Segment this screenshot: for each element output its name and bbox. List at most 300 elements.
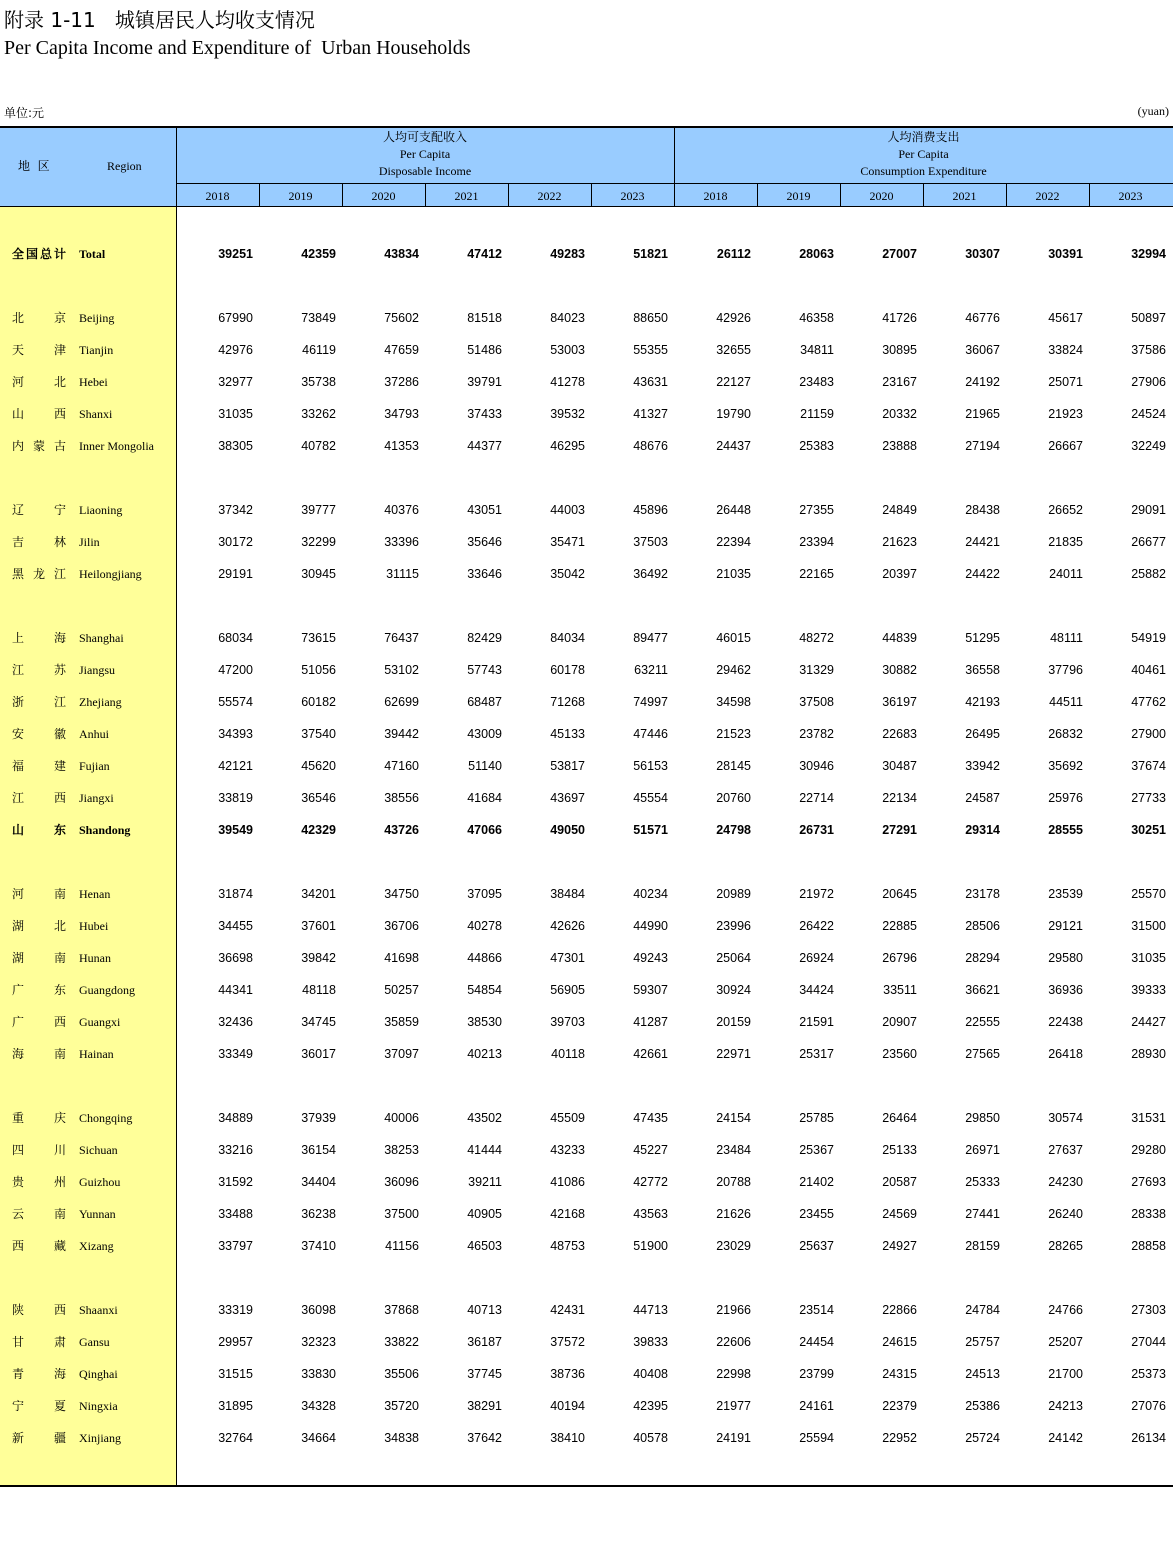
region-name-cn: 西藏 [12,1239,66,1253]
income-value-cell: 37095 [467,887,502,901]
region-name-cn: 安徽 [12,727,66,741]
expenditure-value-cell: 31035 [1131,951,1166,965]
region-name-cn: 黑龙江 [12,567,66,581]
income-value-cell: 38556 [384,791,419,805]
income-value-cell: 42772 [633,1175,668,1189]
year-header: 2018 [205,189,230,203]
income-value-cell: 44713 [633,1303,668,1317]
income-value-cell: 34328 [301,1399,336,1413]
expenditure-value-cell: 20989 [716,887,751,901]
expenditure-value-cell: 24154 [716,1111,751,1125]
region-name-en: Guizhou [79,1175,121,1189]
income-value-cell: 47066 [467,823,502,837]
expenditure-value-cell: 19790 [716,407,751,421]
expenditure-value-cell: 23782 [799,727,834,741]
income-value-cell: 39549 [218,823,253,837]
region-name-en: Shanghai [79,631,124,645]
income-value-cell: 33216 [218,1143,253,1157]
region-name-cn: 福建 [12,759,66,773]
expenditure-value-cell: 27044 [1131,1335,1166,1349]
expenditure-value-cell: 31531 [1131,1111,1166,1125]
income-value-cell: 47160 [384,759,419,773]
income-value-cell: 34750 [384,887,419,901]
income-value-cell: 35738 [301,375,336,389]
expenditure-value-cell: 45617 [1048,311,1083,325]
expenditure-value-cell: 26240 [1048,1207,1083,1221]
expenditure-value-cell: 25594 [799,1431,834,1445]
expenditure-value-cell: 23483 [799,375,834,389]
income-value-cell: 41156 [385,1239,419,1253]
income-value-cell: 42395 [633,1399,668,1413]
expenditure-value-cell: 42193 [965,695,1000,709]
expenditure-value-cell: 23167 [882,375,917,389]
expenditure-value-cell: 20907 [882,1015,917,1029]
income-value-cell: 34404 [301,1175,336,1189]
income-value-cell: 33797 [218,1239,253,1253]
expenditure-value-cell: 36067 [965,343,1000,357]
region-name-en: Fujian [79,759,110,773]
region-name-cn: 湖南 [12,951,66,965]
income-value-cell: 42329 [301,823,336,837]
income-value-cell: 40376 [384,503,419,517]
expenditure-value-cell: 21626 [716,1207,751,1221]
income-value-cell: 38736 [550,1367,585,1381]
income-value-cell: 34745 [301,1015,336,1029]
income-value-cell: 40713 [467,1303,502,1317]
expenditure-value-cell: 32994 [1131,247,1166,261]
expenditure-value-cell: 21159 [800,407,834,421]
region-name-cn: 湖北 [12,919,66,933]
income-value-cell: 51900 [633,1239,668,1253]
table-row [0,308,1173,328]
table-row [0,788,1173,808]
expenditure-value-cell: 26422 [799,919,834,933]
income-value-cell: 39211 [468,1175,502,1189]
expenditure-value-cell: 21402 [799,1175,834,1189]
income-value-cell: 35646 [467,535,502,549]
income-value-cell: 40234 [633,887,668,901]
region-name-en: Tianjin [79,343,114,357]
expenditure-value-cell: 26495 [965,727,1000,741]
expenditure-value-cell: 22165 [799,567,834,581]
expenditure-value-cell: 22971 [716,1047,751,1061]
income-value-cell: 42359 [301,247,336,261]
region-name-cn: 广东 [12,983,66,997]
region-name-en: Henan [79,887,111,901]
region-name-cn: 上海 [12,631,66,645]
expenditure-value-cell: 20587 [882,1175,917,1189]
region-name-cn: 新疆 [12,1431,66,1445]
region-header-en: Region [107,159,142,173]
income-value-cell: 56153 [633,759,668,773]
table-row [0,948,1173,968]
income-value-cell: 53102 [384,663,419,677]
year-header: 2019 [288,189,313,203]
income-value-cell: 50257 [384,983,419,997]
expenditure-value-cell: 26112 [716,247,751,261]
income-value-cell: 84023 [550,311,585,325]
region-name-cn: 江西 [12,791,66,805]
income-value-cell: 47659 [384,343,419,357]
expenditure-value-cell: 27693 [1131,1175,1166,1189]
expenditure-value-cell: 22885 [882,919,917,933]
income-value-cell: 41327 [633,407,668,421]
year-divider [259,183,260,207]
income-value-cell: 37642 [467,1431,502,1445]
expenditure-value-cell: 22379 [882,1399,917,1413]
income-value-cell: 34455 [218,919,253,933]
expenditure-value-cell: 27906 [1131,375,1166,389]
income-value-cell: 41698 [384,951,419,965]
expenditure-value-cell: 37674 [1131,759,1166,773]
income-value-cell: 57743 [467,663,502,677]
table-row [0,660,1173,680]
expenditure-value-cell: 25724 [965,1431,1000,1445]
income-value-cell: 31592 [218,1175,253,1189]
income-value-cell: 40578 [633,1431,668,1445]
income-value-cell: 42431 [550,1303,585,1317]
income-value-cell: 51486 [467,343,502,357]
expenditure-value-cell: 36197 [882,695,917,709]
region-name-en: Chongqing [79,1111,133,1125]
expenditure-value-cell: 29580 [1048,951,1083,965]
year-row-top-border [176,183,1173,184]
income-value-cell: 39442 [384,727,419,741]
table-row [0,1428,1173,1448]
expenditure-value-cell: 24421 [965,535,1000,549]
income-value-cell: 75602 [384,311,419,325]
expenditure-value-cell: 24230 [1048,1175,1083,1189]
expenditure-value-cell: 28506 [965,919,1000,933]
income-value-cell: 33830 [301,1367,336,1381]
income-value-cell: 42121 [218,759,253,773]
income-value-cell: 55355 [633,343,668,357]
income-value-cell: 35720 [384,1399,419,1413]
income-value-cell: 30945 [301,567,336,581]
income-value-cell: 36238 [301,1207,336,1221]
income-value-cell: 88650 [633,311,668,325]
expenditure-value-cell: 24161 [799,1399,834,1413]
expenditure-value-cell: 26134 [1131,1431,1166,1445]
region-name-en: Xizang [79,1239,114,1253]
income-value-cell: 37097 [384,1047,419,1061]
expenditure-value-cell: 27565 [965,1047,1000,1061]
income-value-cell: 49283 [550,247,585,261]
expenditure-value-cell: 20159 [716,1015,751,1029]
income-value-cell: 35859 [384,1015,419,1029]
income-value-cell: 44866 [467,951,502,965]
expenditure-value-cell: 26971 [965,1143,1000,1157]
expenditure-value-cell: 23455 [799,1207,834,1221]
expenditure-value-cell: 26796 [882,951,917,965]
region-name-en: Zhejiang [79,695,122,709]
income-value-cell: 40905 [467,1207,502,1221]
expenditure-value-cell: 35692 [1048,759,1083,773]
income-value-cell: 34664 [301,1431,336,1445]
table-row [0,1396,1173,1416]
expenditure-value-cell: 26832 [1048,727,1083,741]
income-value-cell: 35471 [550,535,585,549]
income-value-cell: 41353 [384,439,419,453]
expenditure-value-cell: 22714 [799,791,834,805]
income-value-cell: 40213 [467,1047,502,1061]
income-value-cell: 31035 [218,407,253,421]
income-value-cell: 53003 [550,343,585,357]
expenditure-value-cell: 28294 [965,951,1000,965]
income-value-cell: 41278 [550,375,585,389]
income-value-cell: 74997 [633,695,668,709]
income-value-cell: 63211 [634,663,668,677]
expenditure-value-cell: 24513 [965,1367,1000,1381]
expenditure-value-cell: 30487 [882,759,917,773]
income-value-cell: 47412 [467,247,502,261]
income-value-cell: 29191 [218,567,253,581]
expenditure-value-cell: 21966 [716,1303,751,1317]
region-name-cn: 天津 [12,343,66,357]
income-value-cell: 36098 [301,1303,336,1317]
income-value-cell: 37745 [467,1367,502,1381]
income-header-en-2: Disposable Income [378,164,472,178]
expenditure-value-cell: 37508 [799,695,834,709]
expenditure-value-cell: 23560 [882,1047,917,1061]
table-row [0,916,1173,936]
expenditure-value-cell: 34424 [799,983,834,997]
expenditure-value-cell: 24213 [1048,1399,1083,1413]
region-name-en: Jiangxi [79,791,114,805]
table-row [0,724,1173,744]
expenditure-value-cell: 22866 [882,1303,917,1317]
year-header: 2020 [869,189,894,203]
region-name-cn: 广西 [12,1015,66,1029]
expenditure-value-cell: 25064 [716,951,751,965]
income-value-cell: 36706 [384,919,419,933]
income-value-cell: 42661 [633,1047,668,1061]
expenditure-value-cell: 24798 [716,823,751,837]
expenditure-value-cell: 39333 [1131,983,1166,997]
table-row [0,244,1173,264]
expenditure-value-cell: 23484 [716,1143,751,1157]
region-name-cn: 云南 [12,1207,66,1221]
expenditure-value-cell: 26652 [1048,503,1083,517]
income-value-cell: 68487 [467,695,502,709]
income-value-cell: 76437 [384,631,419,645]
income-header-cn: 人均可支配收入 [382,130,467,144]
income-value-cell: 34838 [384,1431,419,1445]
income-value-cell: 60178 [550,663,585,677]
unit-label-en: (yuan) [1137,104,1169,118]
region-name-cn: 重庆 [12,1111,66,1125]
expenditure-value-cell: 20760 [716,791,751,805]
expenditure-value-cell: 40461 [1131,663,1166,677]
expenditure-value-cell: 24569 [882,1207,917,1221]
income-value-cell: 35042 [550,567,585,581]
expenditure-value-cell: 22998 [716,1367,751,1381]
income-value-cell: 39703 [550,1015,585,1029]
expenditure-value-cell: 27441 [965,1207,1000,1221]
region-name-en: Total [79,247,106,261]
expenditure-value-cell: 46358 [799,311,834,325]
expenditure-value-cell: 29121 [1048,919,1083,933]
income-value-cell: 34201 [301,887,336,901]
income-value-cell: 31895 [218,1399,253,1413]
expenditure-value-cell: 23996 [716,919,751,933]
income-value-cell: 47301 [550,951,585,965]
income-value-cell: 31515 [218,1367,253,1381]
income-value-cell: 36698 [218,951,253,965]
expenditure-value-cell: 30307 [965,247,1000,261]
expenditure-value-cell: 28858 [1131,1239,1166,1253]
table-row [0,1108,1173,1128]
income-value-cell: 33488 [218,1207,253,1221]
table-row [0,532,1173,552]
income-value-cell: 36017 [301,1047,336,1061]
income-value-cell: 39842 [301,951,336,965]
region-name-en: Shaanxi [79,1303,118,1317]
unit-label-cn: 单位:元 [4,106,45,120]
expenditure-value-cell: 24191 [716,1431,751,1445]
income-value-cell: 46119 [302,343,336,357]
region-name-cn: 海南 [12,1047,66,1061]
income-value-cell: 43834 [384,247,419,261]
region-name-cn: 陕西 [12,1303,66,1317]
expenditure-value-cell: 27076 [1131,1399,1166,1413]
expenditure-value-cell: 34811 [800,343,834,357]
table-row [0,1172,1173,1192]
region-name-cn: 内蒙古 [12,439,66,453]
expenditure-value-cell: 30251 [1131,823,1166,837]
expenditure-value-cell: 44839 [882,631,917,645]
income-value-cell: 33396 [384,535,419,549]
income-value-cell: 31874 [218,887,253,901]
expenditure-value-cell: 27007 [882,247,917,261]
income-value-cell: 32764 [218,1431,253,1445]
expenditure-value-cell: 21835 [1048,535,1083,549]
expenditure-value-cell: 36621 [965,983,1000,997]
year-divider [1006,183,1007,207]
expenditure-value-cell: 33511 [883,983,917,997]
expenditure-value-cell: 26677 [1131,535,1166,549]
region-name-en: Ningxia [79,1399,118,1413]
expenditure-value-cell: 25757 [965,1335,1000,1349]
expenditure-value-cell: 23888 [882,439,917,453]
table-row [0,340,1173,360]
expenditure-value-cell: 33942 [965,759,1000,773]
income-value-cell: 37503 [633,535,668,549]
table-row [0,884,1173,904]
income-value-cell: 54854 [467,983,502,997]
year-header: 2022 [1035,189,1060,203]
income-value-cell: 59307 [633,983,668,997]
expenditure-value-cell: 27194 [965,439,1000,453]
income-value-cell: 44341 [218,983,253,997]
income-value-cell: 55574 [218,695,253,709]
income-value-cell: 37410 [301,1239,336,1253]
income-value-cell: 84034 [550,631,585,645]
income-value-cell: 89477 [633,631,668,645]
income-value-cell: 30172 [218,535,253,549]
income-value-cell: 37939 [301,1111,336,1125]
expenditure-value-cell: 28338 [1131,1207,1166,1221]
income-value-cell: 37540 [301,727,336,741]
table-bottom-border [0,1485,1173,1487]
income-value-cell: 36187 [467,1335,502,1349]
expenditure-value-cell: 20397 [882,567,917,581]
region-name-cn: 辽宁 [12,503,66,517]
income-value-cell: 45227 [633,1143,668,1157]
income-value-cell: 33349 [218,1047,253,1061]
income-value-cell: 46503 [467,1239,502,1253]
expenditure-value-cell: 29091 [1131,503,1166,517]
year-divider [1089,183,1090,207]
expenditure-value-cell: 30924 [716,983,751,997]
income-value-cell: 81518 [467,311,502,325]
expenditure-value-cell: 20788 [716,1175,751,1189]
expenditure-value-cell: 21977 [716,1399,751,1413]
table-row [0,1204,1173,1224]
region-name-en: Guangxi [79,1015,121,1029]
region-name-cn: 河南 [12,887,66,901]
income-value-cell: 45509 [550,1111,585,1125]
expenditure-value-cell: 26667 [1048,439,1083,453]
income-value-cell: 44990 [633,919,668,933]
expenditure-value-cell: 28438 [965,503,1000,517]
region-name-en: Beijing [79,311,115,325]
income-value-cell: 43009 [467,727,502,741]
income-value-cell: 33646 [467,567,502,581]
income-value-cell: 40782 [301,439,336,453]
table-row [0,564,1173,584]
expenditure-value-cell: 21972 [799,887,834,901]
expenditure-value-cell: 25071 [1048,375,1083,389]
income-value-cell: 40278 [467,919,502,933]
expenditure-value-cell: 29314 [965,823,1000,837]
expenditure-value-cell: 27900 [1131,727,1166,741]
expenditure-value-cell: 34598 [716,695,751,709]
income-value-cell: 73849 [301,311,336,325]
region-name-cn: 吉林 [12,535,66,549]
expenditure-value-cell: 47762 [1131,695,1166,709]
expenditure-value-cell: 29462 [716,663,751,677]
expenditure-value-cell: 24587 [965,791,1000,805]
region-name-en: Xinjiang [79,1431,121,1445]
expenditure-value-cell: 24524 [1131,407,1166,421]
expenditure-value-cell: 32655 [716,343,751,357]
region-name-en: Heilongjiang [79,567,142,581]
region-name-en: Jilin [79,535,100,549]
income-value-cell: 34393 [218,727,253,741]
region-name-cn: 四川 [12,1143,66,1157]
expenditure-value-cell: 22952 [882,1431,917,1445]
region-name-cn: 青海 [12,1367,66,1381]
expenditure-value-cell: 24766 [1048,1303,1083,1317]
table-row [0,820,1173,840]
income-value-cell: 37286 [384,375,419,389]
table-row [0,692,1173,712]
table-row [0,436,1173,456]
table-row [0,500,1173,520]
income-value-cell: 49243 [633,951,668,965]
year-divider [757,183,758,207]
income-value-cell: 47435 [633,1111,668,1125]
region-name-en: Yunnan [79,1207,116,1221]
expenditure-value-cell: 37796 [1048,663,1083,677]
expenditure-value-cell: 48272 [799,631,834,645]
expenditure-value-cell: 24437 [716,439,751,453]
region-name-en: Shandong [79,823,131,837]
income-value-cell: 60182 [301,695,336,709]
region-name-en: Hunan [79,951,111,965]
income-value-cell: 34889 [218,1111,253,1125]
